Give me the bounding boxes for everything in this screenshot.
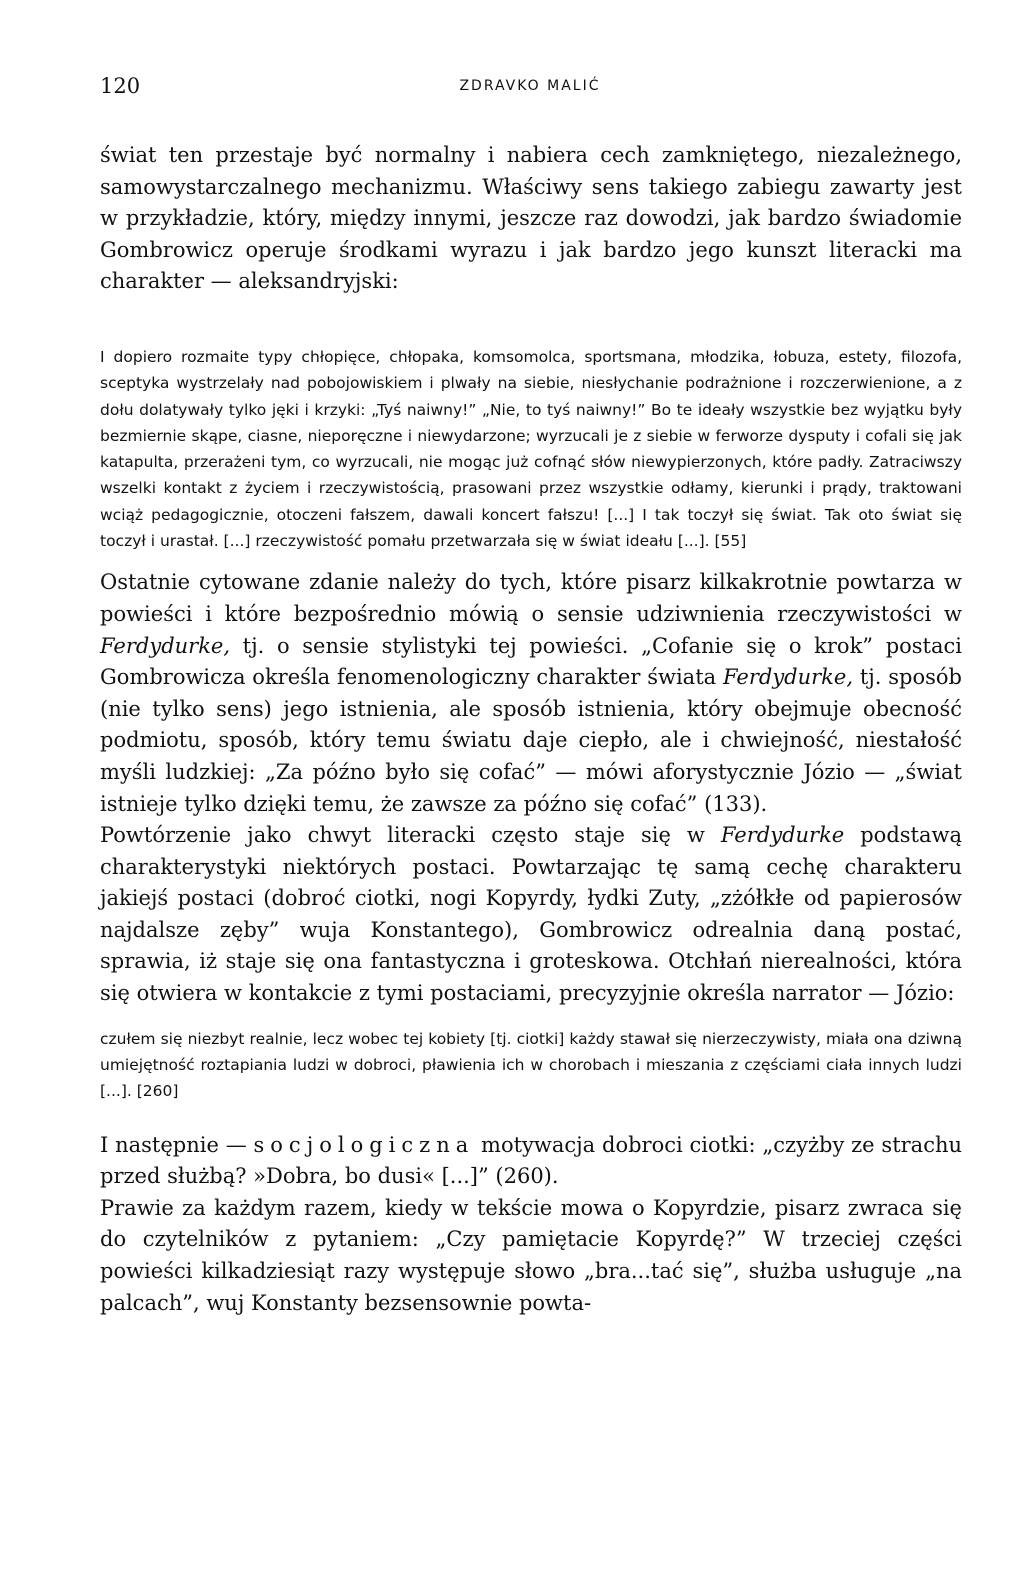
paragraph-3 <box>100 820 962 1010</box>
block-quote-1: I dopiero rozmaite typy chłopięce, chłopaka, komsomolca, sportsmana, młodzika, łobuza, estety, filozofa, sceptyka wystrzelały nad pobojowiskiem i plwały na siebie, niesłychanie podrażnione i rozczerwienione, a z dołu dolatywały tylko jęki i krzyki: „Tyś naiwny!” „Nie, to tyś naiwny!” Bo te ideały wszystkie bez wyjątku były bezmiernie skąpe, ciasne, nieporęczne i niewydarzone; wyrzucali je z siebie w ferworze dysputy i cofali się jak katapulta, przerażeni tym, co wyrzucali, nie mogąc już cofnąć słów niewypierzonych, które padły. Zatraciwszy wszelki kontakt z życiem i rzeczywistością, prasowani przez wszystkie odłamy, kierunki i prądy, traktowani wciąż pedagogicznie, otoczeni fałszem, dawali koncert fałszu! [...] I tak toczył się świat. Tak oto świat się toczył i urastał. [...] rzeczywistość pomału przetwarzała się w świat ideału [...]. [55] <box>100 347 962 551</box>
paragraph-2-text-a: Ostatnie cytowane zdanie należy do tych, które pisarz kilkakrotnie powtarza w powieści i które bezpośrednio mówią o sensie udziwnienia rzeczywistości w <box>100 570 962 626</box>
block-quote-2: czułem się niezbyt realnie, lecz wobec tej kobiety [tj. ciotki] każdy stawał się nierzeczywisty, miała ona dziwną umiejętność roztapiania ludzi w dobroci, pławienia ich w chorobach i mieszania z częściami ciała innych ludzi [...]. [260] <box>100 1029 962 1101</box>
running-head: ZDRAVKO MALIĆ <box>459 78 601 94</box>
paragraph-4-text-b: motywacja dobroci ciotki: „czyżby ze strachu przed służbą? »Dobra, bo dusi« [...]” (260). <box>100 1132 962 1189</box>
paragraph-3-text-b: podstawą charakterystyki niektórych postaci. Powtarzając tę samą cechę charakteru jakiejś postaci (dobroć ciotki, nogi Kopyrdy, łydki Zuty, „zżółkłe od papierosów najdalsze zęby” wuja Konstantego), Gombrowicz odrealnia daną postać, sprawia, iż staje się ona fantastyczna i groteskowa. Otchłań nierealności, która się otwiera w kontakcie z tymi postaciami, precyzyjnie określa narrator — Józio: <box>100 823 962 1006</box>
body-text <box>100 140 962 1319</box>
paragraph-3-text-a: Powtórzenie jako chwyt literacki często staje się w <box>100 823 721 848</box>
paragraph-2 <box>100 567 962 820</box>
paragraph-5: Prawie za każdym razem, kiedy w tekście mowa o Kopyrdzie, pisarz zwraca się do czytelników z pytaniem: „Czy pamiętacie Kopyrdę?” W trzeciej części powieści kilkadziesiąt razy występuje słowo „bra...tać się”, służba usługuje „na palcach”, wuj Konstanty bezsensownie powta- <box>100 1195 962 1315</box>
paragraph-1: świat ten przestaje być normalny i nabiera cech zamkniętego, niezależnego, samowystarczalnego mechanizmu. Właściwy sens takiego zabiegu zawarty jest w przykładzie, który, między innymi, jeszcze raz dowodzi, jak bardzo świadomie Gombrowicz operuje środkami wyrazu i jak bardzo jego kunszt literacki ma charakter — aleksandryjski: <box>100 143 962 294</box>
book-title: Ferdydurke, <box>100 633 231 658</box>
paragraph-4-text-a: I następnie — <box>100 1132 254 1157</box>
paragraph-2-text-b: tj. o sensie stylistyki tej powieści. „Cofanie się o krok” postaci Gombrowicza określa fenomenologiczny charakter świata <box>100 633 962 690</box>
page-number: 120 <box>100 74 141 98</box>
book-title: Ferdydurke, <box>722 665 854 690</box>
page-header <box>100 74 960 104</box>
book-title: Ferdydurke <box>720 823 845 848</box>
spaced-emphasis: socjologiczna <box>253 1132 475 1157</box>
paragraph-2-text-c: tj. sposób (nie tylko sens) jego istnienia, ale sposób istnienia, który obejmuje obecność podmiotu, sposób, który temu światu daje ciepło, ale i chwiejność, niestałość myśli ludzkiej: „Za późno było się cofać” — mówi aforystycznie Józio — „świat istnieje tylko dzięki temu, że zawsze za późno się cofać” (133). <box>100 665 962 816</box>
paragraph-4 <box>100 1130 962 1193</box>
